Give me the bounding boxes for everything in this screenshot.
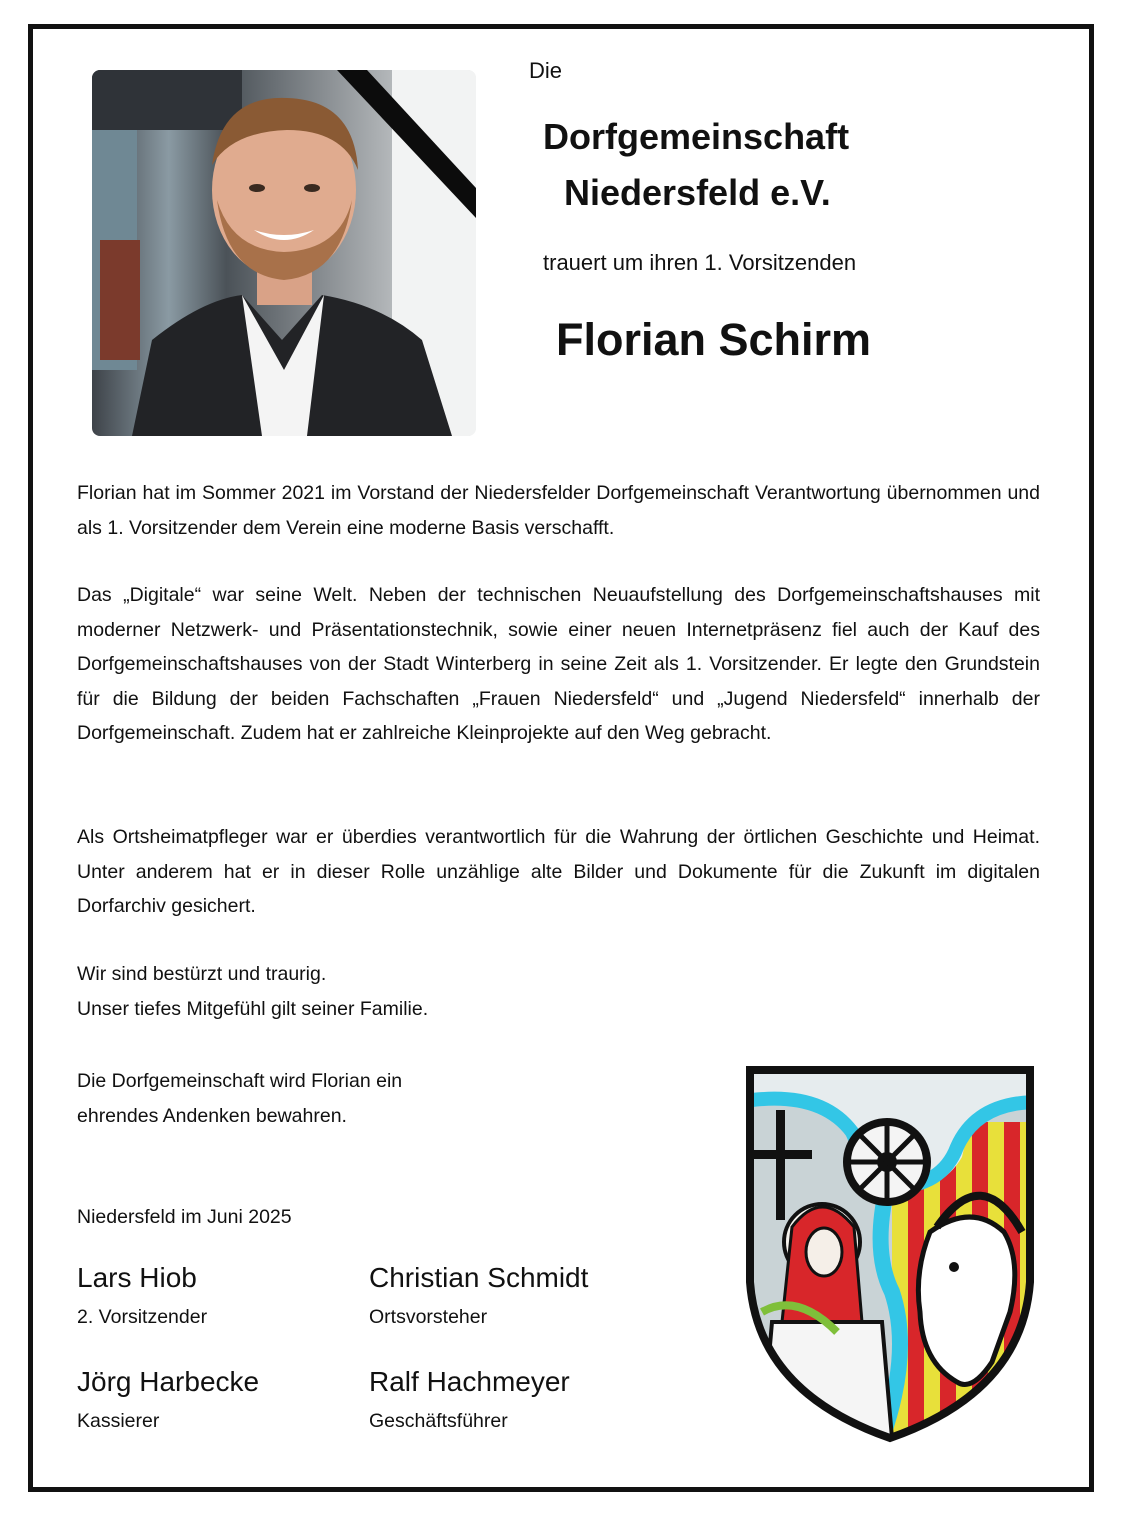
signatory-role: Ortsvorsteher [369, 1306, 488, 1328]
memory-line-2: ehrendes Andenken bewahren. [77, 1104, 347, 1127]
place-date: Niedersfeld im Juni 2025 [77, 1206, 292, 1228]
condolence-line-2: Unser tiefes Mitgefühl gilt seiner Familie. [77, 997, 429, 1020]
signatory-name: Christian Schmidt [369, 1262, 589, 1293]
signatory-name: Lars Hiob [77, 1262, 197, 1293]
signatory-role: Geschäftsführer [369, 1410, 508, 1432]
portrait-photo [92, 70, 476, 436]
paragraph-3: Als Ortsheimatpfleger war er überdies verantwortlich für die Wahrung der örtlichen Geschichte und Heimat. Unter anderem hat er in dieser Rolle unzählige alte Bilder und Dokumente für die Zukunft im digitalen Dorfarchiv gesichert. [77, 826, 1040, 917]
condolence-block [77, 957, 428, 1026]
intro-text: Die [529, 58, 563, 83]
coat-of-arms-emblem [742, 1062, 1038, 1451]
condolence-line-1: Wir sind bestürzt und traurig. [77, 963, 327, 985]
deceased-name: Florian Schirm [556, 314, 872, 365]
paragraph-2: Das „Digitale“ war seine Welt. Neben der technischen Neuaufstellung des Dorfgemeinschaftshauses mit moderner Netzwerk- und Präsentationstechnik, sowie einer neuen Internetpräsenz fiel auch der Kauf des Dorfgemeinschaftshauses von der Stadt Winterberg in seine Zeit als 1. Vorsitzender. Er legte den Grundstein für die Bildung der beiden Fachschaften „Frauen Niedersfeld“ und „Jugend Niedersfeld“ innerhalb der Dorfgemeinschaft. Zudem hat er zahlreiche Kleinprojekte auf den Weg gebracht. [77, 584, 1040, 744]
signatory-role: 2. Vorsitzender [77, 1306, 208, 1328]
memory-line-1: Die Dorfgemeinschaft wird Florian ein [77, 1070, 403, 1092]
signatory-role: Kassierer [77, 1410, 160, 1432]
organization-name-line2: Niedersfeld e.V. [564, 172, 831, 213]
memory-block [77, 1064, 402, 1133]
paragraph-1: Florian hat im Sommer 2021 im Vorstand der Niedersfelder Dorfgemeinschaft Verantwortung übernommen und als 1. Vorsitzender dem Verein eine moderne Basis verschafft. [77, 482, 1040, 539]
organization-name-line1: Dorfgemeinschaft [543, 116, 850, 157]
signatory-name: Ralf Hachmeyer [369, 1366, 570, 1397]
signatory-name: Jörg Harbecke [77, 1366, 260, 1397]
mourning-text: trauert um ihren 1. Vorsitzenden [543, 250, 857, 275]
